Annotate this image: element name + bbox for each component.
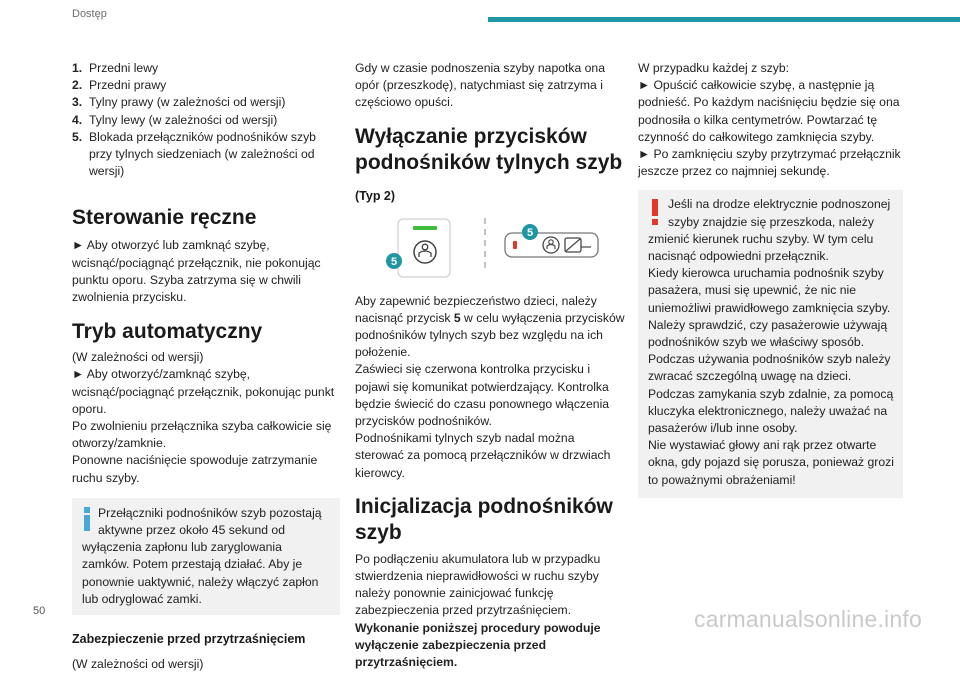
column-right [638,60,903,498]
lower-raise-step: ► Opuścić całkowicie szybę, a następnie ją podnieść. Po każdym naciśnięciu będzie się ona podnosiła o kilka centymetrów. Powtarzać tę czynność do całkowitego zamknięcia szyby. [638,78,900,144]
anti-pinch-version-note: (W zależności od wersji) [72,657,204,672]
warning-paragraph: Należy sprawdzić, czy pasażerowie używają podnośników szyb we właściwy sposób. [648,317,888,350]
hold-switch-step: ► Po zamknięciu szyby przytrzymać przełącznik jeszcze przez co najmniej sekundę. [638,147,901,179]
heading-manual-control: Sterowanie ręczne [72,206,257,230]
heading-rear-switch-lock: Wyłączanie przycisków podnośników tylnych szyb [355,124,623,174]
info-note [72,498,340,615]
list-text: Przedni prawy [89,78,167,93]
list-text: Tylny lewy (w zależności od wersji) [89,112,278,127]
column-left [72,60,340,673]
page-number: 50 [33,605,46,617]
list-number: 4. [72,112,83,127]
child-lock-diagram [355,213,625,279]
list-text: Tylny prawy (w zależności od wersji) [89,95,286,110]
warning-paragraph: Podczas zamykania szyb zdalnie, za pomocą kluczyka elektronicznego, należy uważać na pasażerów i/lub inne osoby. [648,386,894,436]
auto-release-text: Po zwolnieniu przełącznika szyba całkowicie się otworzy/zamknie. [72,419,332,451]
window-switch-list [72,60,340,180]
driver-control-text: Podnośnikami tylnych szyb nadal można sterować za pomocą przełączników w drzwiach kierowcy. [355,431,611,480]
init-warning-text: Wykonanie poniższej procedury powoduje wyłączenie zabezpieczenia przed przytrzaśnięciem. [355,620,601,670]
auto-version-note: (W zależności od wersji) [72,350,204,365]
child-safety-text: Aby zapewnić bezpieczeństwo dzieci, należy nacisnąć przycisk 5 w celu wyłączenia przycisków podnośników tylnych szyb bez względu na ich położenie. [355,293,625,360]
auto-instruction: ► Aby otworzyć/zamknąć szybę, wcisnąć/pociągnąć przełącznik, pokonując punkt oporu. [72,367,335,416]
list-text: Przedni lewy [89,61,159,75]
info-icon [84,507,90,531]
watermark: carmanualsonline.info [694,606,922,632]
each-window-text: W przypadku każdej z szyb: [638,61,790,75]
warning-paragraph: Kiedy kierowca uruchamia podnośnik szyby pasażera, musi się upewnić, że nic nie uniemożliwi prawidłowego zamknięcia szyby. [648,266,891,315]
warning-paragraph: zmienić kierunek ruchu szyby. W tym celu nacisnąć odpowiedni przełącznik. [648,231,874,264]
warning-paragraph: Podczas używania podnośników szyb należy zwracać szczególną uwagę na dzieci. [648,352,891,384]
heading-window-init: Inicjalizacja podnośników szyb [355,494,613,544]
warning-lamp-text: Zaświeci się czerwona kontrolka przycisku i pojawi się komunikat potwierdzający. Kontrolka będzie świecić do czasu ponownego włączenia przycisków podnośników. [355,362,610,429]
anti-pinch-text: Gdy w czasie podnoszenia szyby napotka ona opór (przeszkodę), natychmiast się zatrzyma i częściowo opuści. [355,61,605,110]
callout-5-left: 5 [390,255,398,268]
callout-5-right: 5 [526,226,534,239]
rear-switch-illustration [355,213,625,279]
header-accent-bar [488,17,960,22]
list-item [72,77,340,94]
type-label: (Typ 2) [355,188,396,203]
note-line: aktywne przez około 45 sekund od [98,523,285,538]
list-number: 1. [72,61,83,75]
init-text: Po podłączeniu akumulatora lub w przypadku stwierdzenia nieprawidłowości w ruchu szyby należy ponownie zainicjować funkcję zabezpieczenia przed przytrzaśnięciem. [355,551,601,618]
column-middle [355,60,625,671]
list-item [72,129,340,181]
warning-note [638,190,903,497]
warning-icon [652,199,658,225]
list-number: 5. [72,129,83,144]
note-text: wyłączenia zapłonu lub zaryglowania zamków. Potem przestają działać. Aby je ponownie uaktywnić, należy włączyć zapłon lub odryglować zamki. [82,540,319,606]
auto-stop-text: Ponowne naciśnięcie spowoduje zatrzymanie ruchu szyby. [72,453,318,485]
list-text: Blokada przełączników podnośników szyb przy tylnych siedzeniach (w zależności od wersji) [89,129,316,179]
heading-anti-pinch: Zabezpieczenie przed przytrzaśnięciem [72,632,306,647]
warning-paragraph: Nie wystawiać głowy ani rąk przez otwarte okna, gdy pojazd się porusza, ponieważ grozi to poważnymi obrażeniami! [648,438,894,487]
list-item [72,112,340,129]
section-title: Dostęp [72,8,107,20]
list-item [72,94,340,111]
manual-control-text: ► Aby otworzyć lub zamknąć szybę, wcisnąć/pociągnąć przełącznik, nie pokonując punktu oporu. Szyba zatrzyma się w chwili zwolnienia przycisku. [72,238,321,305]
list-number: 2. [72,78,83,93]
warning-line: Jeśli na drodze elektrycznie podnoszonej [668,197,891,212]
list-number: 3. [72,95,83,110]
list-item [72,60,340,77]
note-line: Przełączniki podnośników szyb pozostają [98,505,322,520]
heading-automatic-mode: Tryb automatyczny [72,320,263,344]
warning-line: szyby znajdzie się przeszkoda, należy [668,214,874,229]
